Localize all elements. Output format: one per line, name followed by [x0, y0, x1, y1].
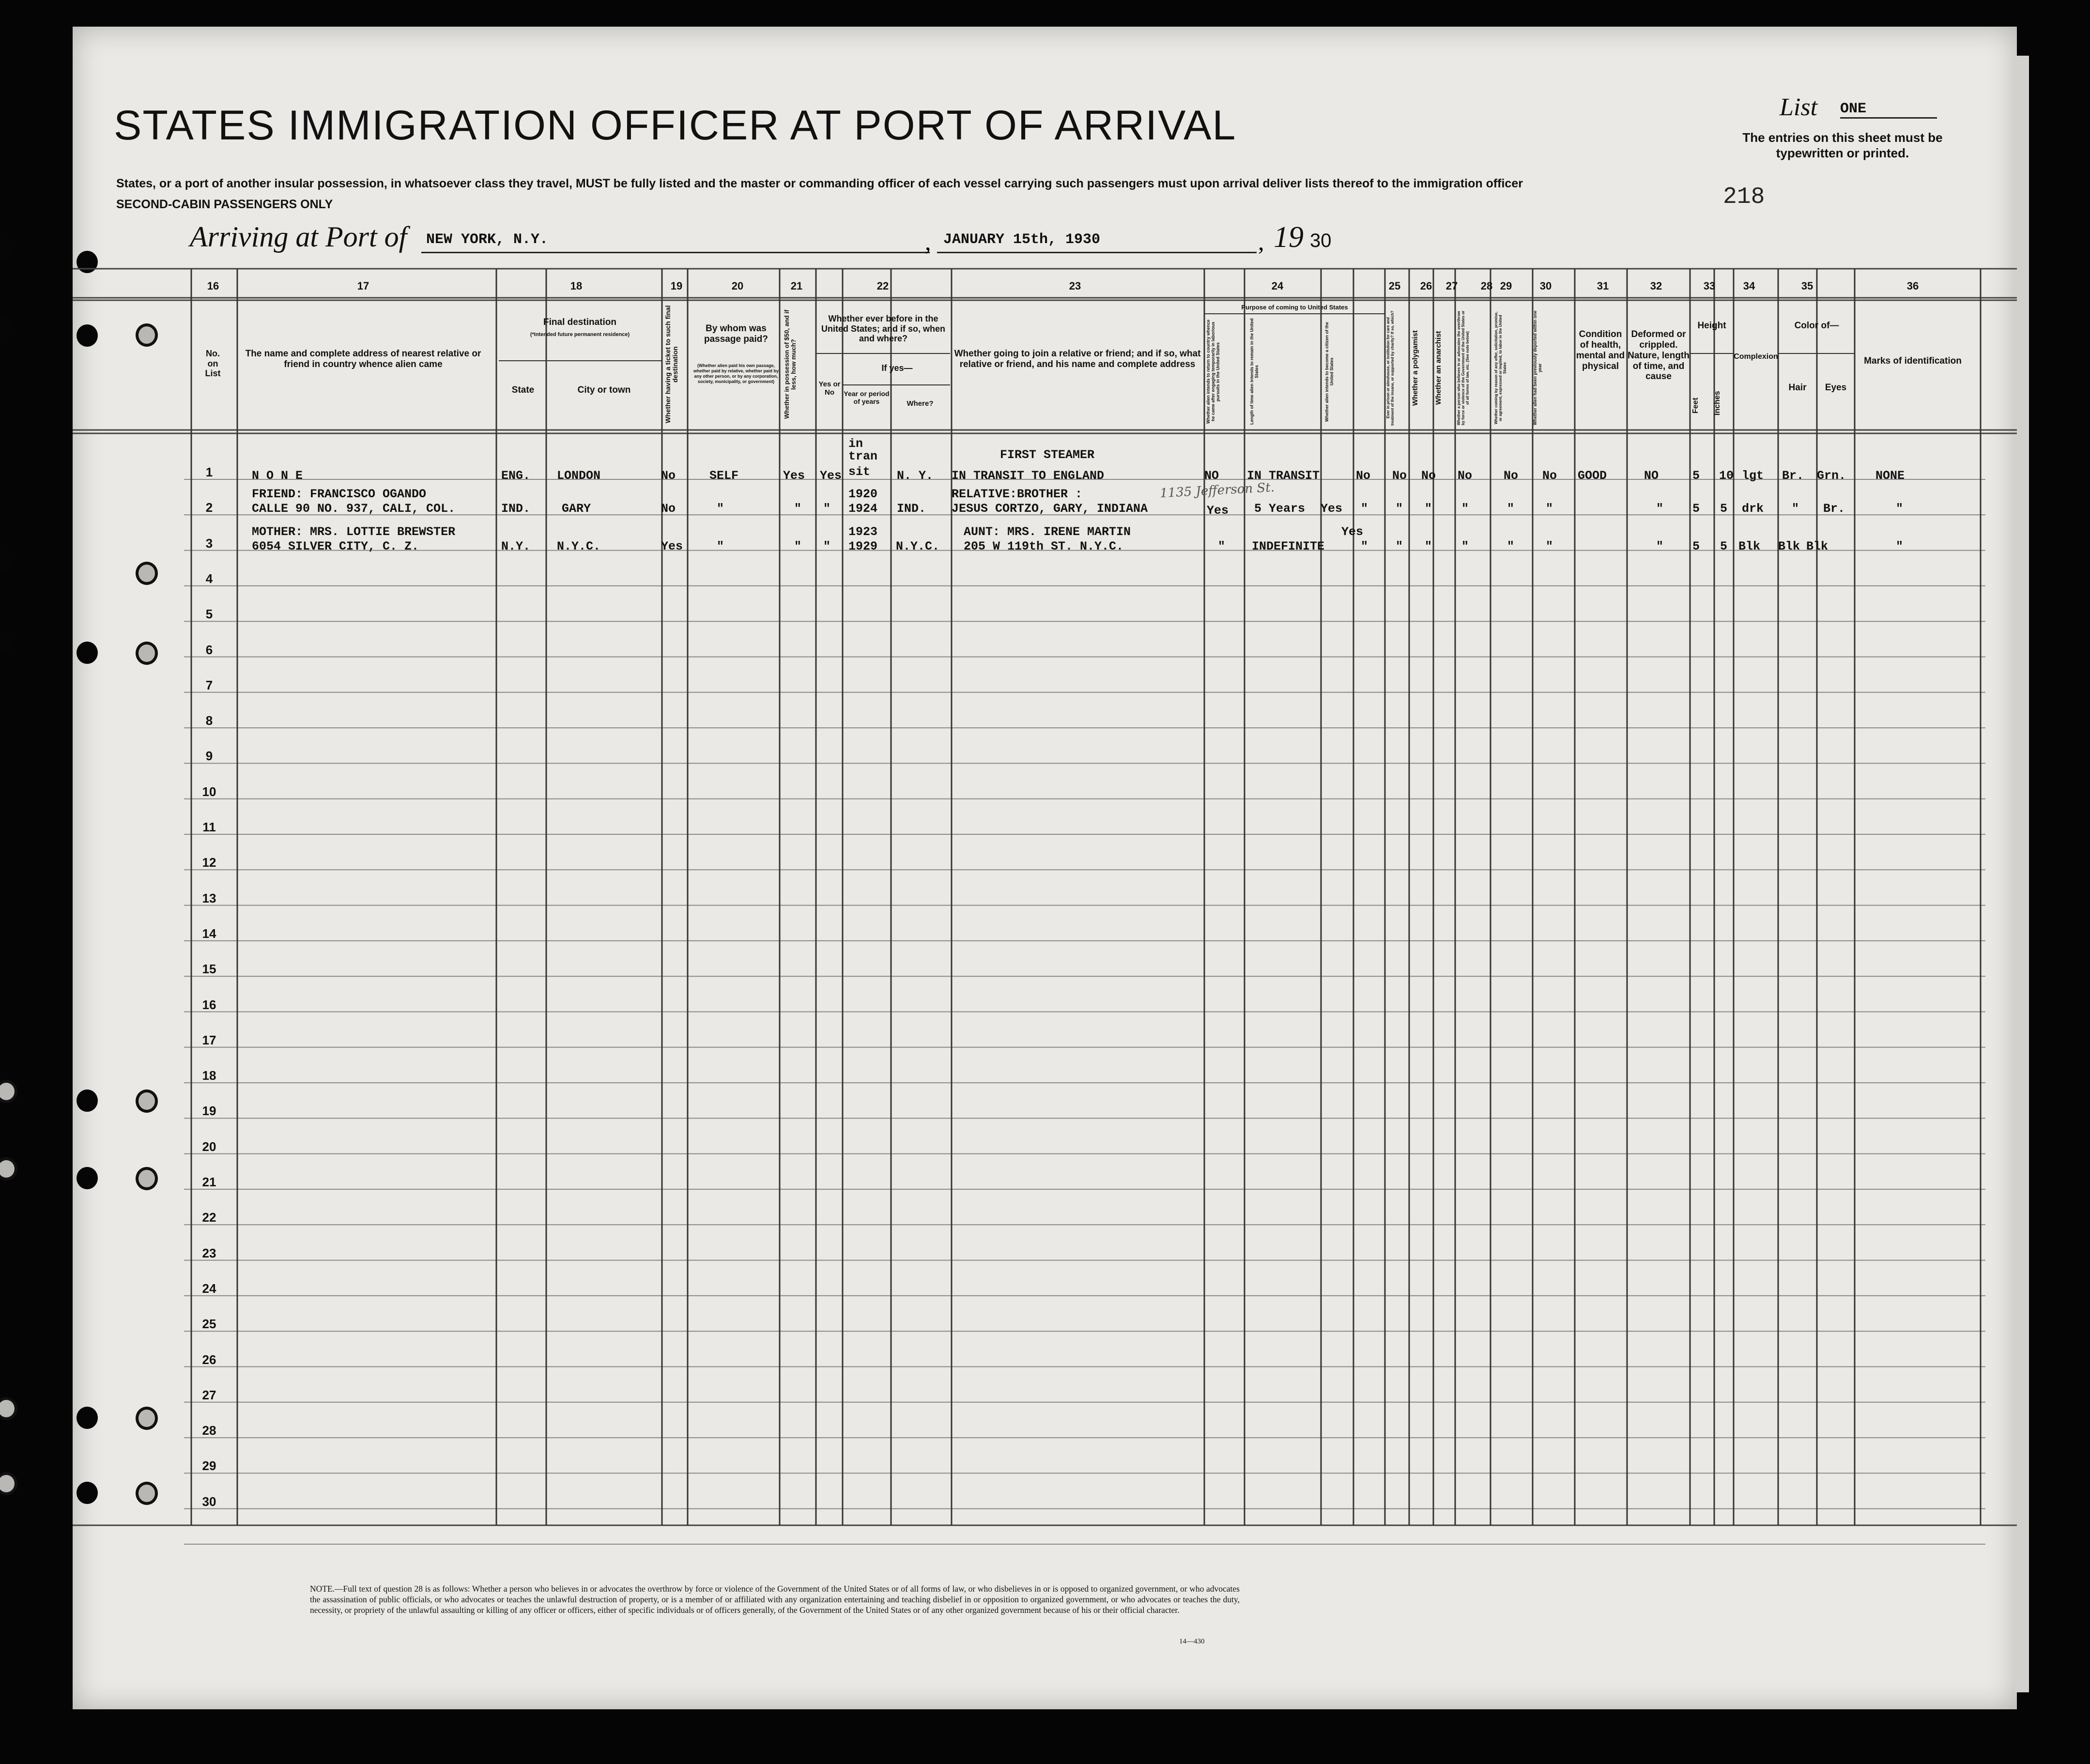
entry-2-c27: "	[1425, 502, 1432, 516]
entry-1-deformed: NO	[1644, 469, 1659, 483]
entry-2-possession: "	[794, 502, 802, 516]
list-label: List	[1780, 93, 1818, 121]
entry-1-c22-sit: sit	[848, 465, 871, 479]
column-number: 26	[1420, 280, 1432, 292]
entry-1-c22-pre2: tran	[848, 449, 878, 463]
entry-1-before-yes: Yes	[820, 469, 842, 483]
row-number: 22	[202, 1210, 216, 1225]
entry-3-relative-2: 6054 SILVER CITY, C. Z.	[252, 539, 419, 553]
year-label: 19	[1274, 221, 1304, 254]
column-number: 33	[1703, 280, 1716, 292]
column-number: 18	[570, 280, 583, 292]
column-number: 16	[207, 280, 219, 292]
row-number: 24	[202, 1281, 216, 1296]
entry-2-year-2: 1924	[848, 502, 878, 516]
entry-2-hair: "	[1792, 502, 1799, 516]
row-number: 29	[202, 1458, 216, 1473]
entry-1-c22-pre: in	[848, 437, 863, 451]
entry-1-before-where: N. Y.	[897, 469, 934, 483]
column-number: 31	[1597, 280, 1609, 292]
column-number: 24	[1271, 280, 1284, 292]
entry-1-purpose-a: NO	[1204, 469, 1219, 483]
binder-hole	[77, 642, 98, 664]
entry-1-feet: 5	[1692, 469, 1700, 483]
row-number: 10	[202, 784, 216, 799]
entry-2-c30: "	[1546, 502, 1553, 516]
entry-2-c29: "	[1507, 502, 1515, 516]
header-year-period: Year or period of years	[844, 390, 890, 406]
form-number: 14—430	[1179, 1638, 1205, 1645]
column-number: 17	[357, 280, 369, 292]
header-final-destination-note: (*Intended future permanent residence)	[530, 332, 630, 337]
row-number: 5	[205, 607, 213, 622]
entry-2-year-1: 1920	[848, 487, 878, 501]
binder-hole	[77, 1167, 98, 1189]
header-hair: Hair	[1788, 383, 1807, 393]
entry-3-before-yes: "	[823, 539, 831, 553]
entry-1-city: LONDON	[557, 469, 601, 483]
entry-2-state: IND.	[501, 502, 531, 516]
binder-hole	[136, 1167, 158, 1190]
binder-hole	[77, 324, 98, 347]
row-number: 28	[202, 1423, 216, 1438]
binder-hole	[0, 238, 12, 261]
question-28-note: NOTE.—Full text of question 28 is as follows: Whether a person who believes in or advocates the overthrow by force or violence of the Government of the United States or of all forms of law, or who disbelieves in or is opposed to organized government, or who advocates the assassination of public officials, or who advocates or teaches the unlawful destruction of property, or is a member of or affiliated with any organization entertaining and teaching disbelief in or opposition to organized government, or who advocates or teaches the duty, necessity, or propriety of the unlawful assaulting or killing of any officer or officers, either of specific individuals or of officers generally, of the Government of the United States or of any other organized government because of his or their official character.	[310, 1584, 1240, 1615]
row-number: 1	[205, 465, 213, 479]
entry-3-passage: "	[717, 539, 724, 553]
column-number: 23	[1069, 280, 1081, 292]
binder-hole	[0, 632, 12, 654]
header-anarchist: Whether an anarchist	[1434, 331, 1443, 405]
entry-2-before-where: IND.	[897, 502, 926, 516]
entry-1-eyes: Grn.	[1817, 469, 1846, 483]
entry-3-purpose-a: "	[1218, 539, 1226, 553]
row-number: 21	[202, 1175, 216, 1189]
header-inches: Inches	[1713, 391, 1721, 415]
entry-3-joining-1: AUNT: MRS. IRENE MARTIN	[964, 525, 1131, 539]
entry-1-possession: Yes	[783, 469, 805, 483]
entry-1-relative: N O N E	[252, 469, 303, 483]
header-where: Where?	[907, 399, 934, 408]
entry-2-c28: "	[1461, 502, 1469, 516]
binder-hole	[136, 1407, 158, 1430]
entry-2-eyes: Br.	[1823, 502, 1845, 516]
binder-hole	[0, 550, 12, 572]
document-subtitle: States, or a port of another insular possession, in whatsoever class they travel, MUST be fully listed and the master or commanding officer of each vessel carrying such passengers must upon arrival deliver lists thereof to the immigration officer	[116, 177, 1523, 190]
entry-2-c26: "	[1396, 502, 1403, 516]
entry-1-hair: Br.	[1782, 469, 1804, 483]
header-polygamist: Whether a polygamist	[1411, 330, 1419, 406]
entry-2-complexion: drk	[1742, 502, 1764, 516]
binder-hole	[0, 1397, 17, 1420]
entry-2-joining-2: JESUS CORTZO, GARY, INDIANA	[952, 502, 1148, 516]
header-no-on-list: No. on List	[205, 349, 221, 379]
arriving-label: Arriving at Port of	[190, 221, 407, 253]
entry-2-purpose-a: Yes	[1207, 504, 1229, 518]
entry-3-inches: 5	[1720, 539, 1728, 553]
row-number: 27	[202, 1387, 216, 1402]
date-value: JANUARY 15th, 1930	[943, 231, 1101, 248]
entry-3-eyes: Blk	[1806, 539, 1829, 553]
entry-2-c25: "	[1361, 502, 1368, 516]
entry-1-marks: NONE	[1875, 469, 1905, 483]
binder-hole	[0, 1080, 17, 1103]
binder-hole	[136, 562, 158, 585]
binder-hole	[136, 642, 158, 665]
header-joining: Whether going to join a relative or friend; and if so, what relative or friend, and his name and complete address	[954, 349, 1201, 369]
entry-3-year-1: 1923	[848, 525, 878, 539]
header-complexion: Complexion	[1734, 353, 1778, 361]
header-feet: Feet	[1691, 398, 1700, 414]
entry-3-c26: "	[1396, 539, 1403, 553]
entry-3-marks: "	[1896, 539, 1904, 553]
entry-3-joining-2: 205 W 119th ST. N.Y.C.	[964, 539, 1124, 553]
entry-2-marks: "	[1896, 502, 1904, 516]
column-number: 22	[876, 280, 889, 292]
entry-3-deformed: "	[1656, 539, 1664, 553]
binder-hole	[136, 323, 158, 347]
header-health: Condition of health, mental and physical	[1576, 329, 1625, 371]
column-number: 21	[790, 280, 803, 292]
manifest-sheet	[73, 27, 2017, 1709]
entry-1-purpose-b: IN TRANSIT	[1247, 469, 1320, 483]
binder-hole	[77, 1089, 98, 1112]
entry-2-joining-1: RELATIVE:BROTHER :	[952, 487, 1083, 501]
binder-hole	[77, 1482, 98, 1504]
entry-3-hair: Blk	[1778, 539, 1800, 553]
entry-1-c30: No	[1542, 469, 1557, 483]
binder-hole	[77, 251, 98, 273]
entry-2-passage: "	[717, 502, 724, 516]
column-number: 30	[1539, 280, 1552, 292]
header-purpose: Purpose of coming to United States	[1241, 304, 1348, 311]
row-number: 30	[202, 1494, 216, 1509]
header-final-destination: Final destination	[543, 317, 616, 327]
header-ticket: Whether having a ticket to such final destination	[664, 305, 679, 424]
entries-note: The entries on this sheet must be typewritten or printed.	[1742, 130, 1943, 160]
header-color-of: Color of—	[1794, 321, 1839, 331]
entry-1-c27: No	[1421, 469, 1436, 483]
row-number: 17	[202, 1032, 216, 1047]
entry-3-purpose-b: INDEFINITE	[1252, 539, 1325, 553]
header-height: Height	[1697, 321, 1726, 331]
entry-3-city: N.Y.C.	[557, 539, 601, 553]
binder-hole	[0, 315, 12, 337]
header-passage-note: (Whether alien paid his own passage, whether paid by relative, whether paid by any other person, or by any corporation, society, municipality, or government)	[693, 363, 779, 384]
entry-1-state: ENG.	[501, 469, 531, 483]
row-number: 15	[202, 962, 216, 977]
entry-1-c26: No	[1392, 469, 1407, 483]
entry-1-ticket: No	[661, 469, 676, 483]
entry-3-state: N.Y.	[501, 539, 531, 553]
row-number: 20	[202, 1139, 216, 1154]
entry-2-ticket: No	[661, 502, 676, 516]
entry-2-feet: 5	[1692, 502, 1700, 516]
header-eyes: Eyes	[1825, 383, 1847, 393]
header-prison: Ever in prison or almshouse, or institution for care and treatment of the insane, or supported by charity? If so, which?	[1386, 310, 1395, 426]
list-value: ONE	[1840, 101, 1937, 119]
entry-1-passage: SELF	[709, 469, 739, 483]
row-number: 3	[205, 536, 213, 551]
column-number: 27	[1445, 280, 1458, 292]
separator: ,	[925, 228, 931, 255]
header-purpose-return: Whether alien intends to return to country whence he came after engaging temporarily in laborious pursuits in the United States	[1206, 319, 1220, 424]
entry-1-c28: No	[1458, 469, 1473, 483]
row-number: 11	[202, 820, 216, 834]
year-value: 30	[1310, 230, 1332, 251]
row-number: 26	[202, 1352, 216, 1367]
header-marks: Marks of identification	[1864, 356, 1962, 366]
header-yes-no: Yes or No	[818, 380, 841, 397]
entry-3-c30: "	[1546, 539, 1553, 553]
entry-3-ticket: Yes	[661, 539, 683, 553]
row-number: 16	[202, 997, 216, 1012]
header-possession: Whether in possession of $50, and if less, how much?	[783, 309, 797, 419]
row-number: 9	[205, 749, 213, 764]
column-number: 20	[731, 280, 744, 292]
row-number: 14	[202, 926, 216, 941]
entry-3-complexion: Blk	[1738, 539, 1761, 553]
entry-1-inches: 10	[1719, 469, 1734, 483]
entry-3-before-where: N.Y.C.	[896, 539, 940, 553]
entry-2-purpose-c: Yes	[1321, 502, 1343, 516]
entry-1-c25: No	[1356, 469, 1371, 483]
row-number: 12	[202, 855, 216, 870]
header-passage-paid: By whom was passage paid?	[704, 323, 768, 344]
header-q28: Whether a person who believes in or advocates the overthrow by force or violence of the Government of the United States or of all forms of law, etc. (See note below)	[1457, 310, 1470, 426]
entry-1-c29: No	[1504, 469, 1519, 483]
binder-hole	[77, 1407, 98, 1429]
column-number: 35	[1801, 280, 1813, 292]
entry-3-year-2: 1929	[848, 539, 878, 553]
passenger-class: SECOND-CABIN PASSENGERS ONLY	[116, 198, 333, 211]
header-relative-address: The name and complete address of nearest relative or friend in country whence alien came	[245, 349, 481, 369]
binder-hole	[0, 1472, 17, 1495]
entry-3-c28: "	[1461, 539, 1469, 553]
row-number: 19	[202, 1104, 216, 1119]
header-city-or-town: City or town	[577, 385, 631, 395]
entry-3-c27: "	[1425, 539, 1432, 553]
entry-3-c29: "	[1507, 539, 1515, 553]
column-number: 19	[670, 280, 683, 292]
port-value: NEW YORK, N.Y.	[426, 231, 549, 248]
entry-2-relative-2: CALLE 90 NO. 937, CALI, COL.	[252, 502, 456, 516]
header-purpose-citizen: Whether alien intends to become a citizen of the United States	[1324, 322, 1334, 422]
row-number: 18	[202, 1068, 216, 1083]
row-number: 8	[205, 713, 213, 728]
entry-2-handwritten-address: 1135 Jefferson St.	[1159, 480, 1275, 501]
column-number: 28	[1480, 280, 1493, 292]
page-edge	[2014, 56, 2029, 1692]
entry-3-relative-1: MOTHER: MRS. LOTTIE BREWSTER	[252, 525, 456, 539]
row-number: 2	[205, 500, 213, 515]
entry-3-purpose-c: Yes	[1341, 525, 1364, 539]
header-purpose-length: Length of time alien intends to remain in the United States	[1249, 318, 1259, 425]
binder-hole	[136, 1482, 158, 1505]
row-number: 6	[205, 642, 213, 657]
document-title: STATES IMMIGRATION OFFICER AT PORT OF ARRIVAL	[114, 102, 1237, 149]
entry-2-deformed: "	[1656, 502, 1664, 516]
entry-3-possession: "	[794, 539, 802, 553]
row-number: 4	[205, 571, 213, 586]
column-number: 29	[1500, 280, 1512, 292]
binder-hole	[0, 1157, 17, 1181]
date-underline	[937, 252, 1257, 253]
binder-hole	[136, 1089, 158, 1113]
entry-1-health: GOOD	[1578, 469, 1607, 483]
column-number: 34	[1743, 280, 1755, 292]
header-q29: Whether coming by reason of any offer, solicitation, promise, or agreement, expressed or implied, to labor in the United States	[1494, 311, 1507, 425]
port-underline	[421, 252, 930, 253]
entry-2-purpose-b: 5 Years	[1254, 502, 1306, 516]
row-number: 23	[202, 1245, 216, 1260]
entry-2-city: GARY	[562, 502, 591, 516]
entry-3-c25: "	[1361, 539, 1368, 553]
header-state: State	[511, 385, 535, 395]
row-number: 7	[205, 677, 213, 692]
entry-2-before-yes: "	[823, 502, 831, 516]
row-number: 13	[202, 890, 216, 905]
header-q30: Whether alien had been previously deported within one year	[1533, 310, 1542, 426]
entry-2-relative-1: FRIEND: FRANCISCO OGANDO	[252, 487, 427, 501]
row-number: 25	[202, 1317, 216, 1332]
stamp-number: 218	[1723, 184, 1765, 210]
column-number: 36	[1906, 280, 1919, 292]
entry-1-complexion: lgt	[1742, 469, 1764, 483]
entry-1-joining: IN TRANSIT TO ENGLAND	[952, 469, 1105, 483]
column-number: 32	[1650, 280, 1662, 292]
entry-2-inches: 5	[1720, 502, 1728, 516]
column-number: 25	[1388, 280, 1401, 292]
header-if-yes: If yes—	[881, 363, 913, 373]
entry-1-c23-pre: FIRST STEAMER	[1000, 448, 1095, 462]
separator: ,	[1258, 228, 1264, 255]
header-before-us: Whether ever before in the United States; and if so, when and where?	[821, 314, 946, 344]
header-deformed: Deformed or crippled. Nature, length of time, and cause	[1628, 329, 1690, 382]
entry-3-feet: 5	[1692, 539, 1700, 553]
